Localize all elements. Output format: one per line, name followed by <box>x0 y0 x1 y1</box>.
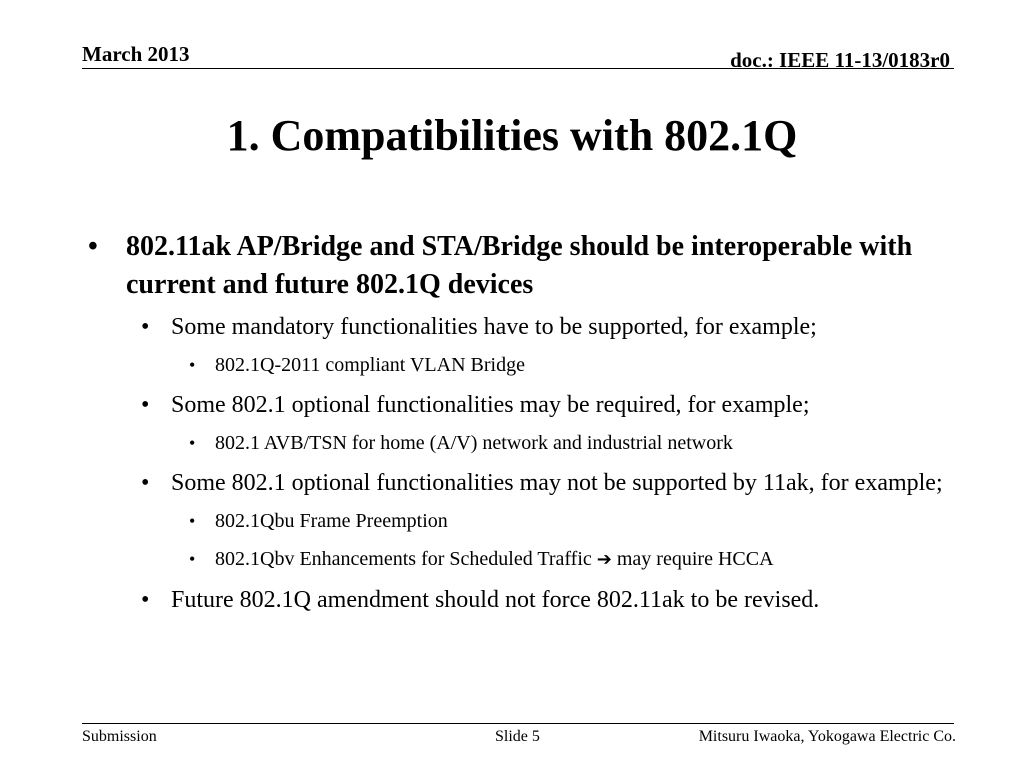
header-doc-id: doc.: IEEE 11-13/0183r0 <box>730 48 950 72</box>
bullet-item <box>0 546 1024 573</box>
bullet-icon: • <box>189 549 196 569</box>
bullet-icon: • <box>141 314 150 340</box>
bullet-text: 802.11ak AP/Bridge and STA/Bridge should be interoperable with current and future 802.1Q devices <box>126 231 913 300</box>
bullet-icon: • <box>141 587 150 613</box>
bullet-icon: • <box>88 231 98 262</box>
bullet-icon: • <box>189 355 196 375</box>
bullet-item <box>0 508 1024 534</box>
slide-body <box>0 228 1024 625</box>
bullet-text: Some 802.1 optional functionalities may not be supported by 11ak, for example; <box>171 470 943 496</box>
bullet-text: Future 802.1Q amendment should not force 802.11ak to be revised. <box>171 587 820 613</box>
bullet-text: 802.1Qbu Frame Preemption <box>215 510 448 532</box>
slide-title: 1. Compatibilities with 802.1Q <box>226 111 798 160</box>
bullet-icon: • <box>141 470 150 496</box>
footer-author: Mitsuru Iwaoka, Yokogawa Electric Co. <box>698 728 956 745</box>
footer-submission: Submission <box>82 728 157 745</box>
bullet-text-after-arrow: may require HCCA <box>616 548 774 570</box>
bullet-text: 802.1Q-2011 compliant VLAN Bridge <box>215 354 525 376</box>
bullet-item <box>0 468 1024 498</box>
bullet-text: Some 802.1 optional functionalities may be required, for example; <box>171 392 810 418</box>
bullet-icon: • <box>189 511 196 531</box>
bullet-item <box>0 390 1024 420</box>
footer-divider <box>82 723 954 724</box>
bullet-item <box>0 312 1024 342</box>
header-date: March 2013 <box>82 42 190 66</box>
right-arrow-icon: ➔ <box>596 549 612 570</box>
bullet-icon: • <box>141 392 150 418</box>
bullet-text-before-arrow: 802.1Qbv Enhancements for Scheduled Traffic <box>215 548 592 570</box>
bullet-item <box>0 228 1024 304</box>
bullet-text: Some mandatory functionalities have to be supported, for example; <box>171 314 817 340</box>
bullet-text: 802.1 AVB/TSN for home (A/V) network and industrial network <box>215 432 733 454</box>
bullet-item <box>0 585 1024 615</box>
header-divider <box>82 68 954 69</box>
bullet-item <box>0 430 1024 456</box>
footer-slide-number: Slide 5 <box>495 728 540 745</box>
bullet-item <box>0 352 1024 378</box>
bullet-icon: • <box>189 433 196 453</box>
